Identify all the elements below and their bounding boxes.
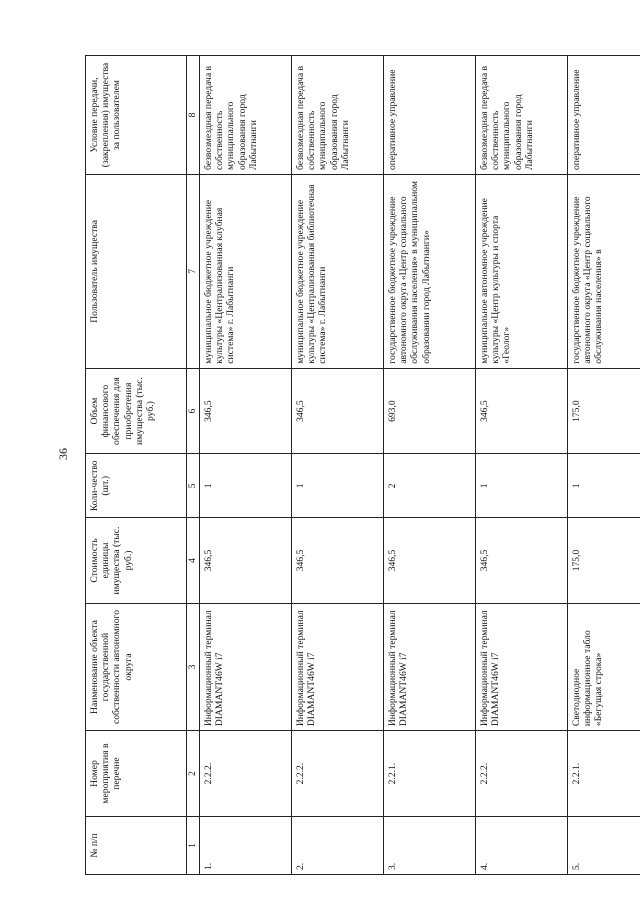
row-number: 2. xyxy=(292,816,384,874)
row-condition: безвозмездная передача в собственность муниципального образования город Лабытнанги xyxy=(476,56,568,175)
row-unit-cost: 175,0 xyxy=(568,518,640,604)
page-number: 36 xyxy=(56,448,70,460)
row-unit-cost: 346,5 xyxy=(384,518,476,604)
table-row xyxy=(292,56,384,875)
row-unit-cost: 346,5 xyxy=(476,518,568,604)
property-table xyxy=(85,55,640,875)
row-user: муниципальное бюджетное учреждение культуры «Централизованная библиотечная система» г. Лабытнанги xyxy=(292,175,384,369)
table-row xyxy=(476,56,568,875)
header-cell-amount: Объем финансового обеспечения для приобретения имущества (тыс. руб.) xyxy=(86,368,187,454)
row-amount: 346,5 xyxy=(200,368,292,454)
row-measure: 2.2.2. xyxy=(292,731,384,817)
row-user: государственное бюджетное учреждение автономного округа «Центр социального обслуживания населения» в xyxy=(568,175,640,369)
rotated-table-wrapper xyxy=(85,55,617,875)
row-object: Информационный терминал DIAMANT46W i7 xyxy=(476,603,568,730)
row-number: 4. xyxy=(476,816,568,874)
row-quantity: 2 xyxy=(384,454,476,518)
column-number: 3 xyxy=(187,603,200,730)
row-amount: 175,0 xyxy=(568,368,640,454)
row-object: Светодиодное информационное табло «Бегущая строка» xyxy=(568,603,640,730)
row-measure: 2.2.1. xyxy=(568,731,640,817)
row-unit-cost: 346,5 xyxy=(200,518,292,604)
row-quantity: 1 xyxy=(200,454,292,518)
header-cell-condition: Условие передачи, (закрепления) имущества за пользователем xyxy=(86,56,187,175)
column-number: 4 xyxy=(187,518,200,604)
row-measure: 2.2.2. xyxy=(476,731,568,817)
row-number: 3. xyxy=(384,816,476,874)
column-number: 8 xyxy=(187,56,200,175)
row-number: 1. xyxy=(200,816,292,874)
row-measure: 2.2.2. xyxy=(200,731,292,817)
row-user: муниципальное бюджетное учреждение культуры «Централизованная клубная система» г. Лабытнанги xyxy=(200,175,292,369)
column-number: 2 xyxy=(187,731,200,817)
row-amount: 693,0 xyxy=(384,368,476,454)
row-quantity: 1 xyxy=(476,454,568,518)
row-condition: безвозмездная передача в собственность муниципального образования город Лабытнанги xyxy=(292,56,384,175)
header-cell-number: № п/п xyxy=(86,816,187,874)
row-amount: 346,5 xyxy=(292,368,384,454)
row-number: 5. xyxy=(568,816,640,874)
row-condition: оперативное управление xyxy=(384,56,476,175)
column-number: 5 xyxy=(187,454,200,518)
column-number: 1 xyxy=(187,816,200,874)
row-measure: 2.2.1. xyxy=(384,731,476,817)
row-unit-cost: 346,5 xyxy=(292,518,384,604)
header-cell-measure: Номер мероприятия в перечне xyxy=(86,731,187,817)
table-row xyxy=(384,56,476,875)
table-row xyxy=(568,56,640,875)
row-condition: оперативное управление xyxy=(568,56,640,175)
header-cell-unit-cost: Стоимость единицы имущества (тыс. руб.) xyxy=(86,518,187,604)
table-row xyxy=(200,56,292,875)
row-user: муниципальное автономное учреждение культуры «Центр культуры и спорта «Геолог» xyxy=(476,175,568,369)
header-cell-quantity: Коли-чество (шт.) xyxy=(86,454,187,518)
row-object: Информационный терминал DIAMANT46W i7 xyxy=(292,603,384,730)
row-quantity: 1 xyxy=(292,454,384,518)
row-quantity: 1 xyxy=(568,454,640,518)
row-object: Информационный терминал DIAMANT46W i7 xyxy=(200,603,292,730)
header-cell-object: Наименование объекта государственной собственности автономного округа xyxy=(86,603,187,730)
row-object: Информационный терминал DIAMANT46W i7 xyxy=(384,603,476,730)
column-number: 6 xyxy=(187,368,200,454)
row-user: государственное бюджетное учреждение автономного округа «Центр социального обслуживания населения» в муниципальном образовании город Лабытнанги» xyxy=(384,175,476,369)
row-condition: безвозмездная передача в собственность муниципального образования город Лабытнанги xyxy=(200,56,292,175)
header-cell-user: Пользователь имущества xyxy=(86,175,187,369)
column-number-row xyxy=(187,56,200,875)
header-row xyxy=(86,56,187,875)
column-number: 7 xyxy=(187,175,200,369)
row-amount: 346,5 xyxy=(476,368,568,454)
